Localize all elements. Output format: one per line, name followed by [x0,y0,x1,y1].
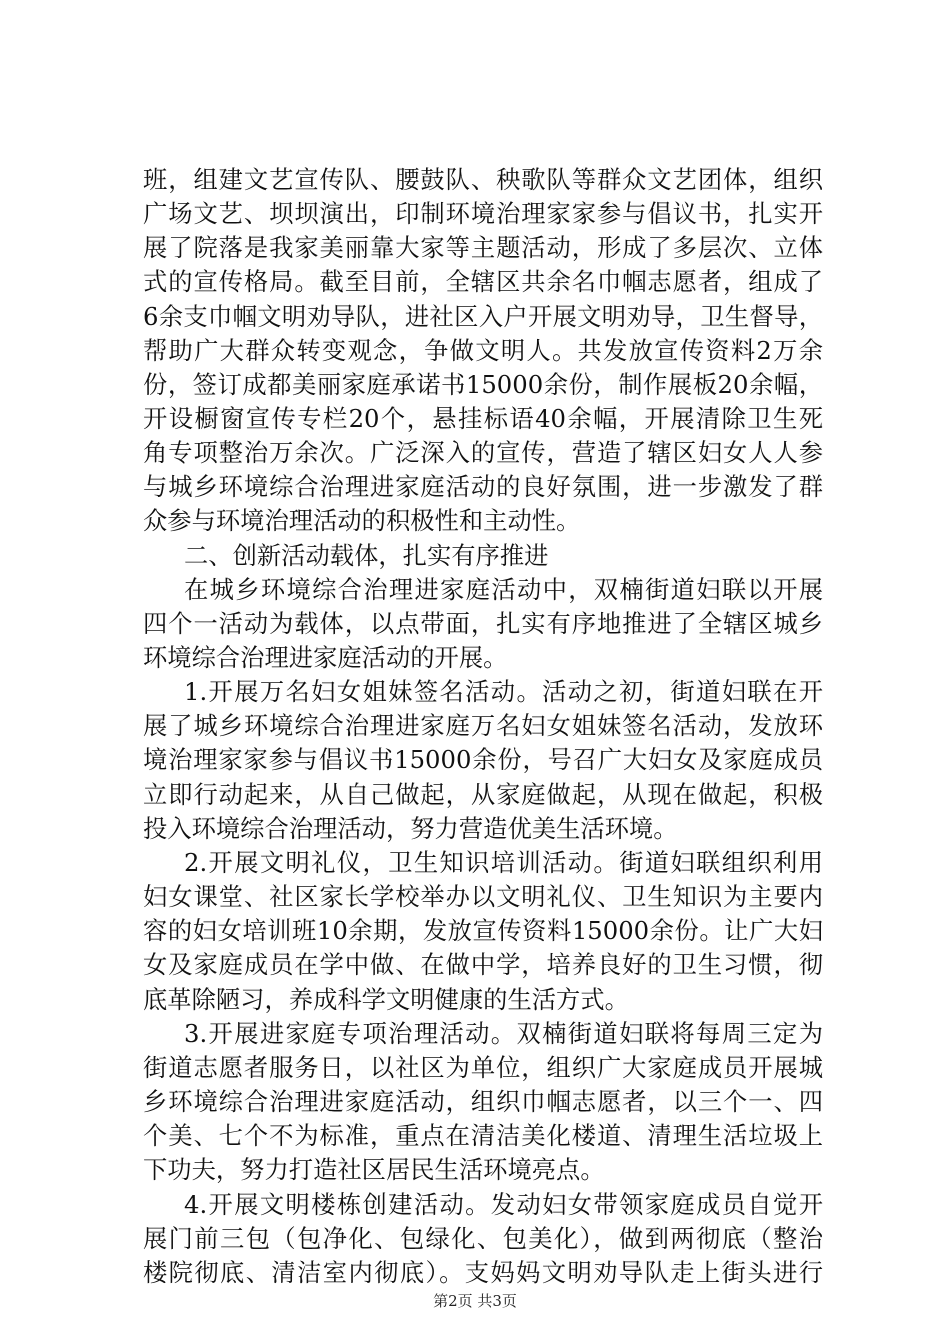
text-line: 环境综合治理进家庭活动的开展。 [143,643,508,672]
text-line: 众参与环境治理活动的积极性和主动性。 [143,506,581,535]
text-line: 开设橱窗宣传专栏20个，悬挂标语40余幅，开展清除卫生死 [143,404,823,433]
text-line: 投入环境综合治理活动，努力营造优美生活环境。 [143,814,678,843]
text-line: 妇女课堂、社区家长学校举办以文明礼仪、卫生知识为主要内 [143,882,823,911]
text-line: 四个一活动为载体，以点带面，扎实有序地推进了全辖区城乡 [143,609,823,638]
text-line: 展门前三包（包净化、包绿化、包美化），做到两彻底（整治 [143,1224,823,1253]
text-line: 个美、七个不为标准，重点在清洁美化楼道、清理生活垃圾上 [143,1121,823,1150]
text-line: 4.开展文明楼栋创建活动。发动妇女带领家庭成员自觉开 [184,1190,823,1219]
text-line: 展了城乡环境综合治理进家庭万名妇女姐妹签名活动，发放环 [143,711,823,740]
text-line: 3.开展进家庭专项治理活动。双楠街道妇联将每周三定为 [184,1019,823,1048]
text-line: 境治理家家参与倡议书15000余份，号召广大妇女及家庭成员 [143,745,823,774]
text-line: 乡环境综合治理进家庭活动，组织巾帼志愿者，以三个一、四 [143,1087,823,1116]
text-line: 二、创新活动载体，扎实有序推进 [184,541,549,570]
text-line: 式的宣传格局。截至目前，全辖区共余名巾帼志愿者，组成了 [143,267,823,296]
text-line: 2.开展文明礼仪，卫生知识培训活动。街道妇联组织利用 [184,848,823,877]
text-line: 容的妇女培训班10余期，发放宣传资料15000余份。让广大妇 [143,916,823,945]
text-line: 帮助广大群众转变观念，争做文明人。共发放宣传资料2万余 [143,336,823,365]
text-line: 女及家庭成员在学中做、在做中学，培养良好的卫生习惯，彻 [143,950,823,979]
text-line: 1.开展万名妇女姐妹签名活动。活动之初，街道妇联在开 [184,677,823,706]
text-line: 班，组建文艺宣传队、腰鼓队、秧歌队等群众文艺团体，组织 [143,165,823,194]
text-line: 楼院彻底、清洁室内彻底）。支妈妈文明劝导队走上街头进行 [143,1258,823,1287]
text-line: 在城乡环境综合治理进家庭活动中，双楠街道妇联以开展 [184,575,823,604]
text-line: 展了院落是我家美丽靠大家等主题活动，形成了多层次、立体 [143,233,823,262]
text-line: 底革除陋习，养成科学文明健康的生活方式。 [143,985,629,1014]
text-line: 与城乡环境综合治理进家庭活动的良好氛围，进一步激发了群 [143,472,823,501]
text-line: 街道志愿者服务日，以社区为单位，组织广大家庭成员开展城 [143,1053,823,1082]
text-line: 份，签订成都美丽家庭承诺书15000余份，制作展板20余幅， [143,370,823,399]
text-line: 立即行动起来，从自己做起，从家庭做起，从现在做起，积极 [143,780,823,809]
text-line: 下功夫，努力打造社区居民生活环境亮点。 [143,1155,605,1184]
text-line: 6余支巾帼文明劝导队，进社区入户开展文明劝导，卫生督导， [143,302,823,331]
page-footer: 第2页 共3页 [433,1292,517,1310]
text-line: 广场文艺、坝坝演出，印制环境治理家家参与倡议书，扎实开 [143,199,823,228]
text-line: 角专项整治万余次。广泛深入的宣传，营造了辖区妇女人人参 [143,438,823,467]
